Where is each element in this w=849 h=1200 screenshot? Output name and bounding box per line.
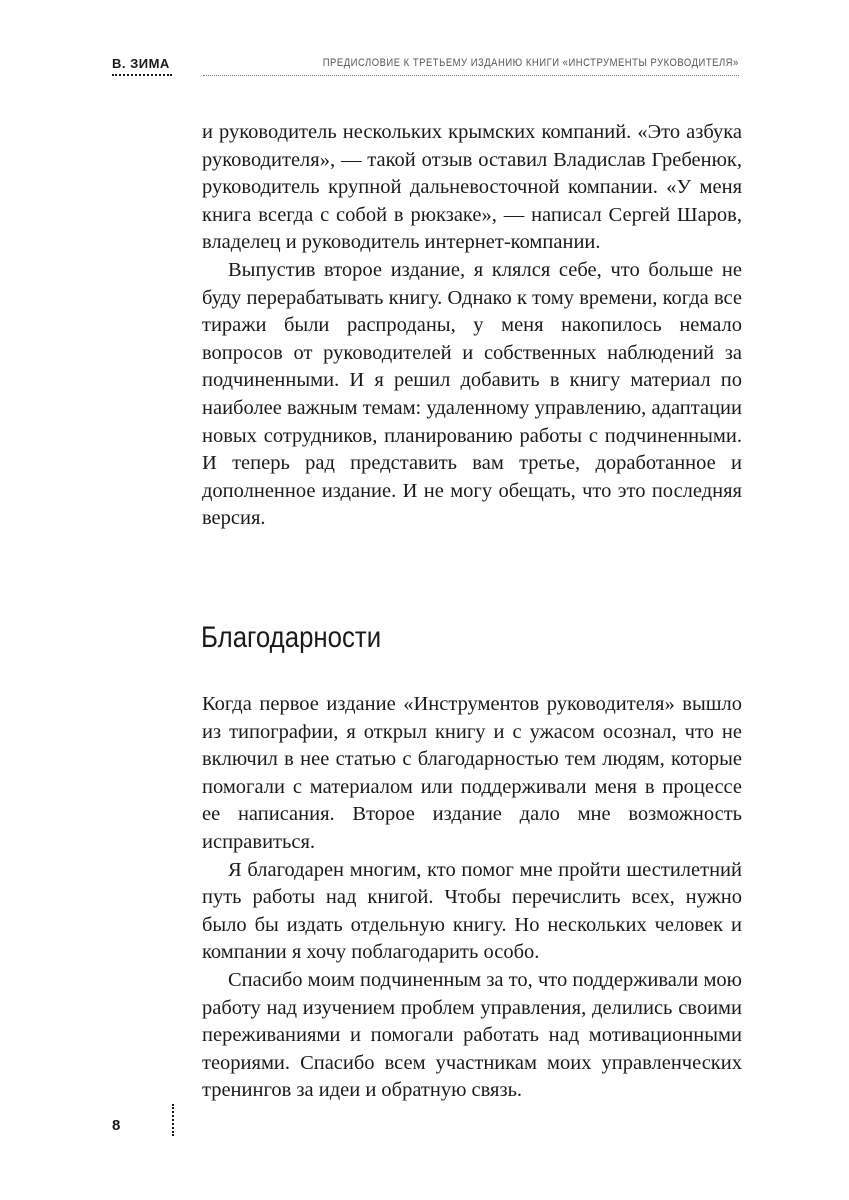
body-text-acknowledgements — [202, 691, 742, 1105]
paragraph-gratitude: Я благодарен многим, кто помог мне пройти шестилетний путь работы над книгой. Чтобы перечислить всех, нужно было бы издать отдельную книгу. Но нескольких человек и компании я хочу поблагодарить особо. — [202, 858, 742, 964]
paragraph-thanks-subordinates: Спасибо моим подчиненным за то, что поддерживали мою работу над изучением проблем управления, делились своими переживаниями и помогали работать над мотивационными теориями. Спасибо всем участникам моих управленческих тренингов за идеи и обратную связь. — [202, 968, 742, 1102]
running-head-author: В. ЗИМА — [112, 56, 170, 71]
body-text-top — [202, 119, 742, 533]
paragraph-first-edition: Когда первое издание «Инструментов руководителя» вышло из типографии, я открыл книгу и с ужасом осознал, что не включил в нее статью с благодарностью тем людям, которые помогали с материалом или поддерживали меня в процессе ее написания. Второе издание дало мне возможность исправиться. — [202, 693, 742, 853]
paragraph-continuation: и руководитель нескольких крымских компаний. «Это азбука руководителя», — такой отзыв оставил Владислав Гребенюк, руководитель крупной дальневосточной компании. «У меня книга всегда с собой в рюкзаке», — написал Сергей Шаров, владелец и руководитель интернет-компании. — [202, 121, 742, 254]
chapter-dotted-rule — [203, 75, 739, 76]
folio-dotted-rule — [172, 1104, 174, 1136]
page-number: 8 — [112, 1117, 121, 1134]
paragraph-second-edition: Выпустив второе издание, я клялся себе, что больше не буду перерабатывать книгу. Однако к тому времени, когда все тиражи были распроданы, у меня накопилось немало вопросов от руководителей и собственных наблюдений за подчиненными. И я решил добавить в книгу материал по наиболее важным темам: удаленному управлению, адаптации новых сотрудников, планированию работы с подчиненными. И теперь рад представить вам третье, доработанное и дополненное издание. И не могу обещать, что это последняя версия. — [202, 258, 742, 530]
section-heading-acknowledgements: Благодарности — [201, 621, 382, 654]
running-head-chapter-title: ПРЕДИСЛОВИЕ К ТРЕТЬЕМУ ИЗДАНИЮ КНИГИ «ИНСТРУМЕНТЫ РУКОВОДИТЕЛЯ» — [322, 57, 739, 69]
running-head — [0, 0, 849, 90]
author-dotted-rule — [112, 74, 172, 76]
